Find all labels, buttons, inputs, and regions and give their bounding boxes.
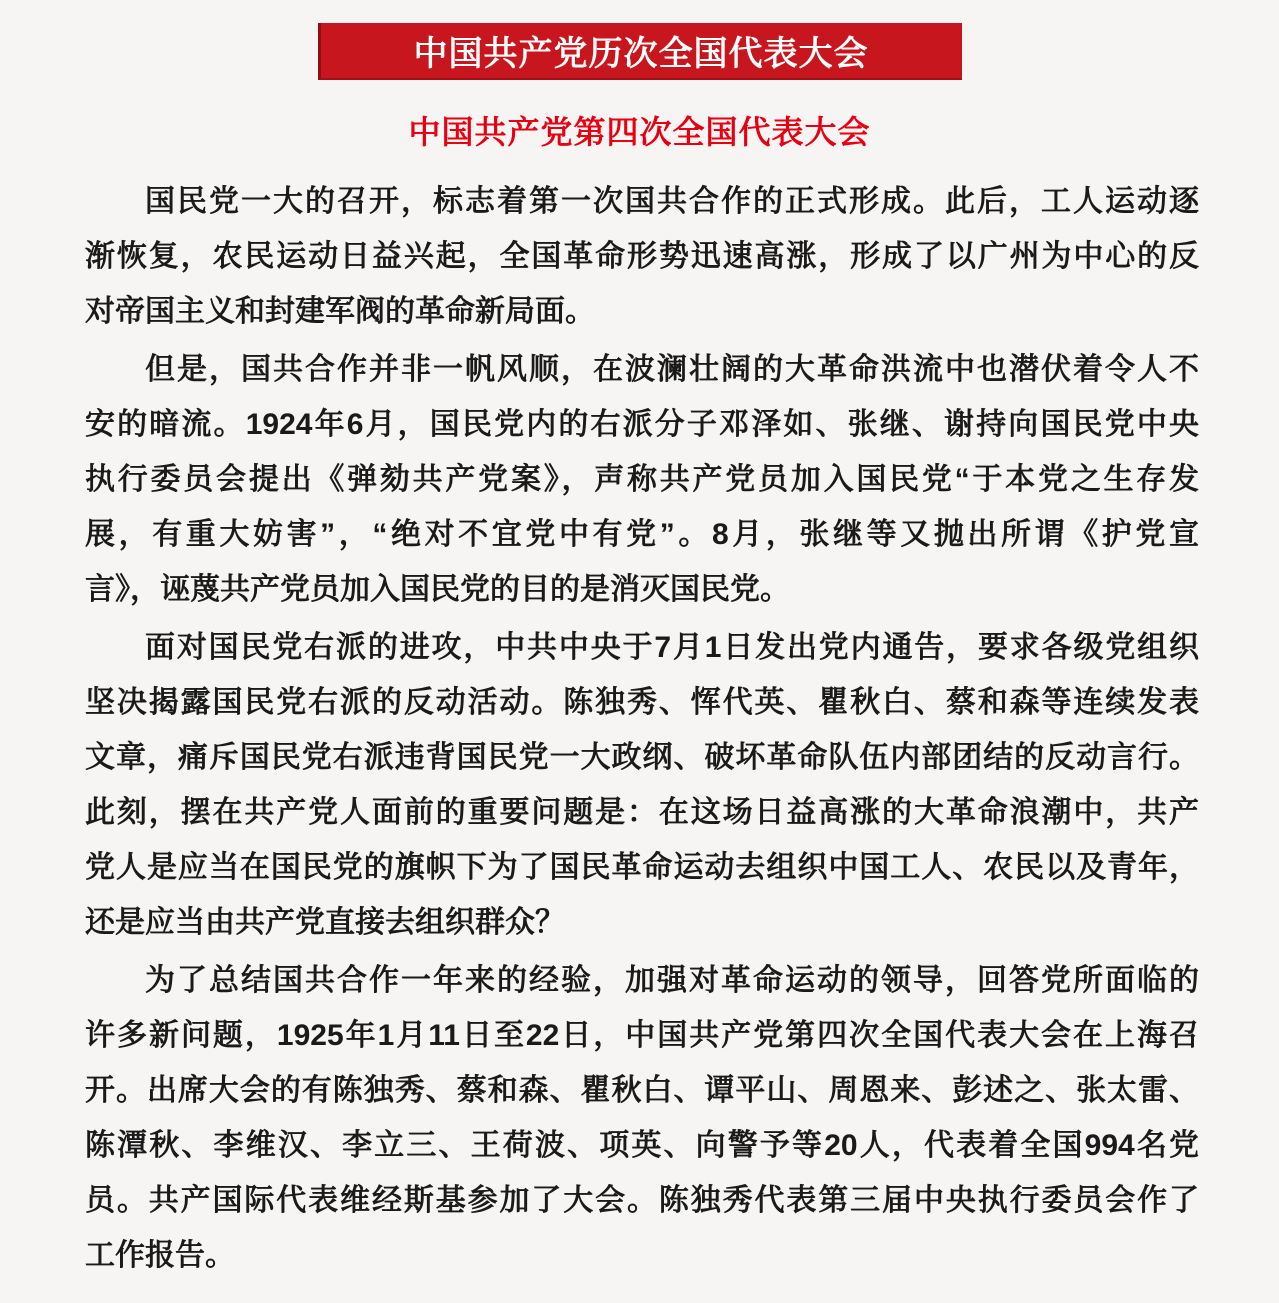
text-line: 开。出席大会的有陈独秀、蔡和森、瞿秋白、谭平山、周恩来、彭述之、张太雷、 xyxy=(85,1074,1199,1107)
text-line: 还是应当由共产党直接去组织群众？ xyxy=(85,906,565,939)
text-line: 陈潭秋、李维汉、李立三、王荷波、项英、向警予等20人，代表着全国994名党 xyxy=(85,1129,1199,1162)
page-subtitle: 中国共产党第四次全国代表大会 xyxy=(408,114,871,150)
paragraph-1 xyxy=(85,174,1199,339)
text-line: 安的暗流。1924年6月，国民党内的右派分子邓泽如、张继、谢持向国民党中央 xyxy=(85,408,1199,441)
text-line: 渐恢复，农民运动日益兴起，全国革命形势迅速高涨，形成了以广州为中心的反 xyxy=(85,240,1199,273)
text-line: 展，有重大妨害”，“绝对不宜党中有党”。8月，张继等又抛出所谓《护党宣 xyxy=(85,518,1199,551)
text-line: 工作报告。 xyxy=(85,1239,235,1272)
text-line: 面对国民党右派的进攻，中共中央于7月1日发出党内通告，要求各级党组织 xyxy=(145,631,1199,664)
paragraph-2 xyxy=(85,342,1199,617)
banner-title: 中国共产党历次全国代表大会 xyxy=(413,35,869,73)
paragraph-4 xyxy=(85,953,1199,1283)
text-line: 许多新问题，1925年1月11日至22日，中国共产党第四次全国代表大会在上海召 xyxy=(85,1019,1199,1052)
document-page xyxy=(0,23,1279,1283)
text-line: 员。共产国际代表维经斯基参加了大会。陈独秀代表第三届中央执行委员会作了 xyxy=(85,1184,1199,1217)
text-line: 坚决揭露国民党右派的反动活动。陈独秀、恽代英、瞿秋白、蔡和森等连续发表 xyxy=(85,686,1199,719)
text-line: 言》，诬蔑共产党员加入国民党的目的是消灭国民党。 xyxy=(85,573,790,606)
text-line: 此刻，摆在共产党人面前的重要问题是：在这场日益高涨的大革命浪潮中，共产 xyxy=(85,796,1199,829)
article-body xyxy=(85,174,1199,1283)
text-line: 执行委员会提出《弹劾共产党案》，声称共产党员加入国民党“于本党之生存发 xyxy=(85,463,1199,496)
banner-title-bar xyxy=(318,23,962,80)
text-line: 党人是应当在国民党的旗帜下为了国民革命运动去组织中国工人、农民以及青年， xyxy=(85,851,1199,884)
text-line: 国民党一大的召开，标志着第一次国共合作的正式形成。此后，工人运动逐 xyxy=(145,185,1199,218)
text-line: 文章，痛斥国民党右派违背国民党一大政纲、破坏革命队伍内部团结的反动言行。 xyxy=(85,741,1199,774)
paragraph-3 xyxy=(85,620,1199,950)
text-line: 但是，国共合作并非一帆风顺，在波澜壮阔的大革命洪流中也潜伏着令人不 xyxy=(145,353,1199,386)
text-line: 为了总结国共合作一年来的经验，加强对革命运动的领导，回答党所面临的 xyxy=(145,964,1199,997)
text-line: 对帝国主义和封建军阀的革命新局面。 xyxy=(85,295,595,328)
